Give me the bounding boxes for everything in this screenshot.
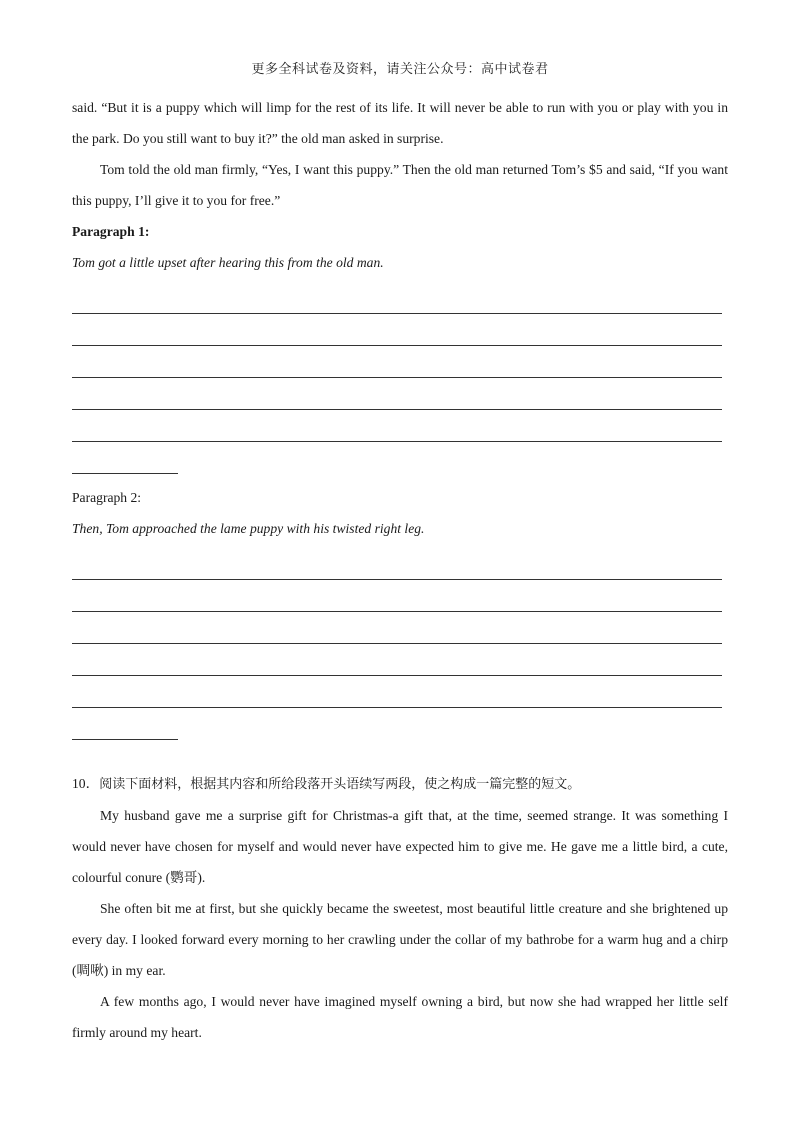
passage-paragraph: said. “But it is a puppy which will limp for the rest of its life. It will never be able to run with you or play with you in the park. Do you still want to buy it?” the old man asked in surprise.: [72, 100, 728, 146]
writing-line: [72, 282, 722, 314]
question-paragraph: She often bit me at first, but she quickly became the sweetest, most beautiful little creature and she brightened up every day. I looked forward every morning to her crawling under the collar of my bathrobe for a warm hug and a chirp (啁啾) in my ear.: [72, 901, 728, 978]
paragraph2-writing-lines: [72, 548, 728, 740]
writing-line: [72, 378, 722, 410]
question-10-heading: [72, 768, 728, 800]
question-paragraph: My husband gave me a surprise gift for Christmas-a gift that, at the time, seemed strange. It was something I would never have chosen for myself and would never have expected him to give me. He gave me a little bird, a cute, colourful conure (鹦哥).: [72, 808, 728, 885]
writing-line: [72, 644, 722, 676]
writing-line: [72, 708, 178, 740]
writing-line: [72, 314, 722, 346]
paragraph2-label: Paragraph 2:: [72, 490, 142, 505]
page-header: 更多全科试卷及资料，请关注公众号：高中试卷君: [251, 61, 549, 76]
paragraph1-prompt: Tom got a little upset after hearing this from the old man.: [72, 255, 384, 270]
paragraph2-prompt: Then, Tom approached the lame puppy with his twisted right leg.: [72, 521, 425, 536]
writing-line: [72, 580, 722, 612]
paragraph1-writing-lines: [72, 282, 728, 474]
writing-line: [72, 442, 178, 474]
question-paragraph: A few months ago, I would never have imagined myself owning a bird, but now she had wrapped her little self firmly around my heart.: [72, 994, 728, 1040]
question-instruction: 阅读下面材料，根据其内容和所给段落开头语续写两段，使之构成一篇完整的短文。: [99, 777, 581, 792]
writing-line: [72, 548, 722, 580]
writing-line: [72, 676, 722, 708]
paragraph1-label: Paragraph 1:: [72, 224, 150, 239]
writing-line: [72, 410, 722, 442]
question-number: 10．: [72, 776, 100, 791]
document-body: [72, 92, 728, 1048]
passage-paragraph: Tom told the old man firmly, “Yes, I want this puppy.” Then the old man returned Tom’s $5 and said, “If you want this puppy, I’ll give it to you for free.”: [72, 162, 728, 208]
writing-line: [72, 612, 722, 644]
writing-line: [72, 346, 722, 378]
